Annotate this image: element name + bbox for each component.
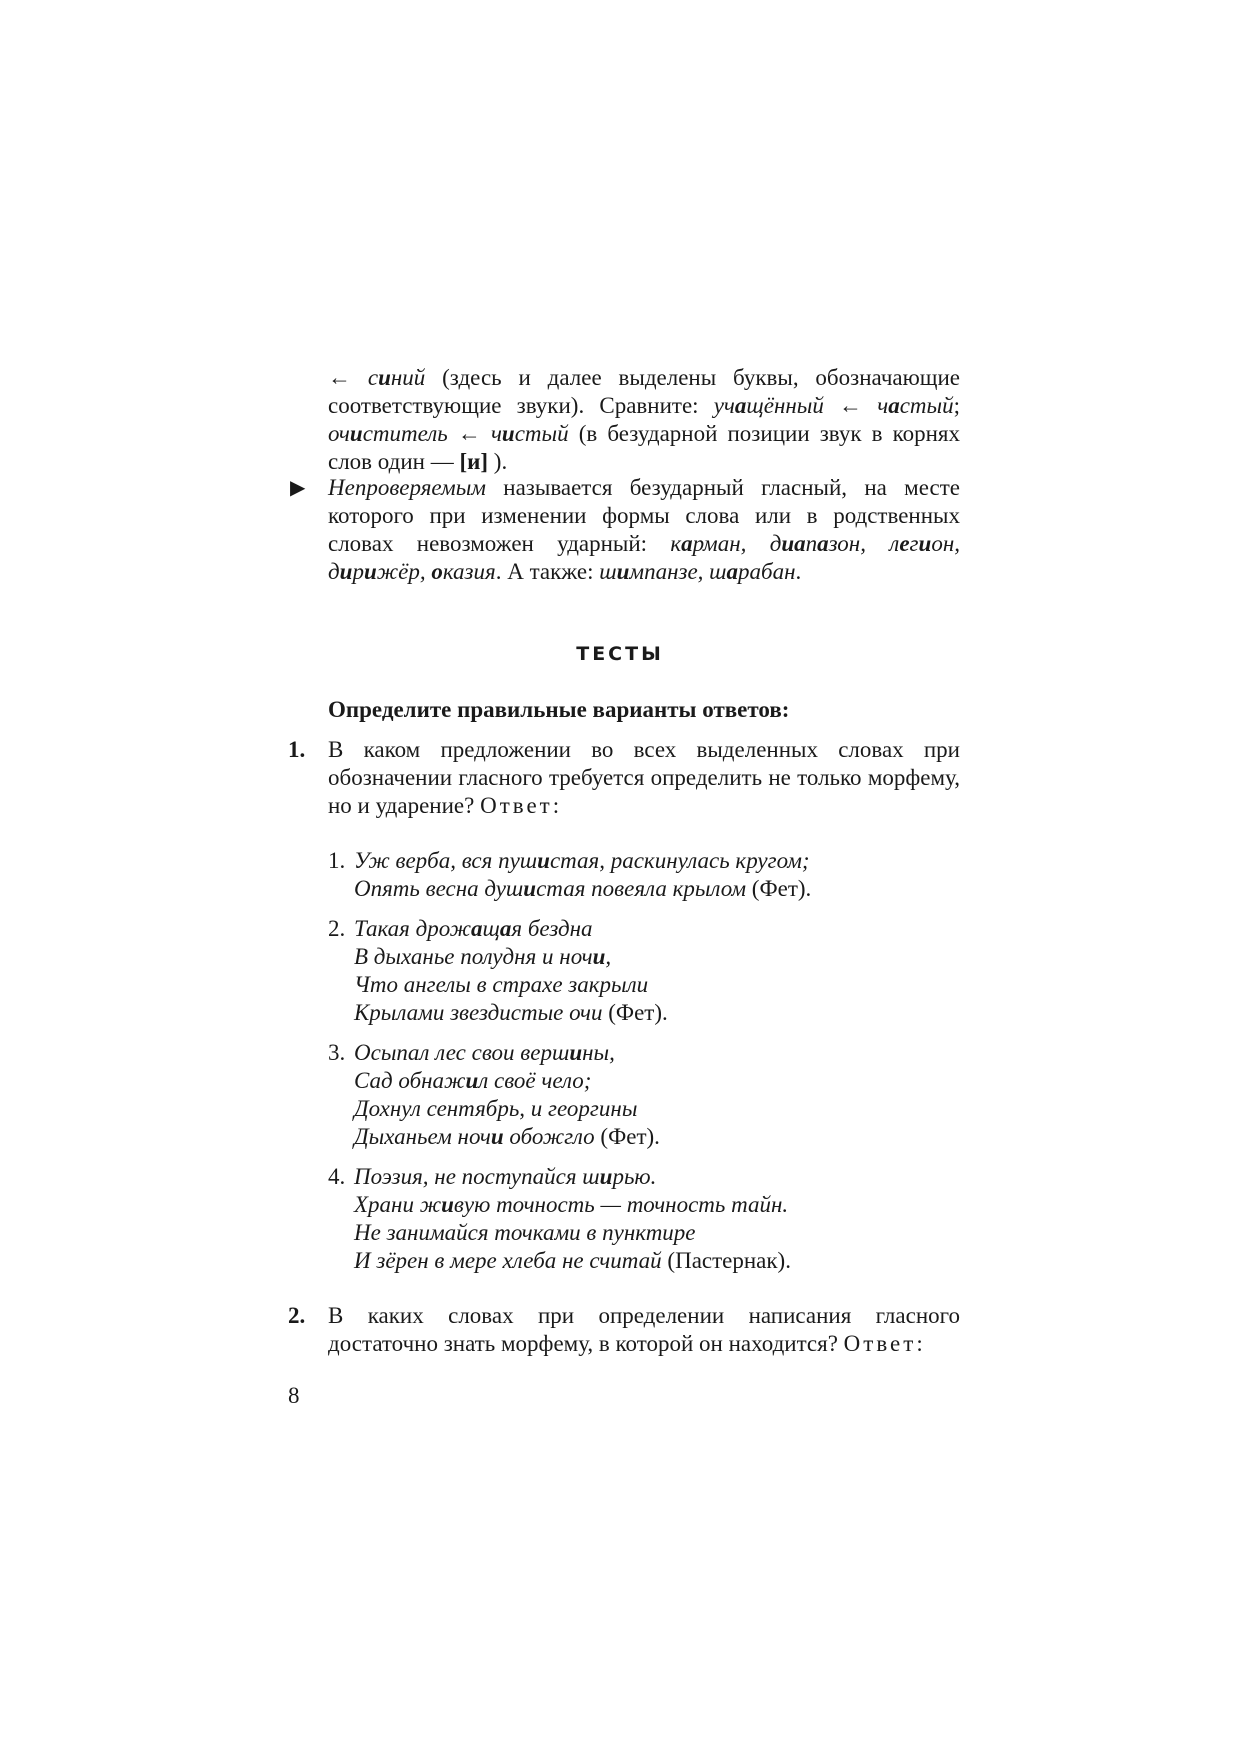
option-number: 4. — [328, 1164, 346, 1189]
example-word: дирижёр, — [328, 559, 432, 584]
question-text: В каких словах при определении написания гласного достаточно знать морфему, в которой он находится? Ответ: — [328, 1303, 960, 1356]
example-word: учащённый — [713, 393, 824, 418]
poem-line: Опять весна душистая повеяла крылом (Фет). — [354, 876, 812, 901]
answer-label: Ответ: — [843, 1331, 926, 1356]
example-word: оказия — [431, 559, 496, 584]
poem-line: Дыханьем ночи обожгло (Фет). — [354, 1124, 660, 1149]
example-word: шимпанзе, — [599, 559, 710, 584]
intro-paragraph: ← синий (здесь и далее выделены буквы, обозначающие соответствующие звуки). Сравните: учащённый ← частый; очиститель ← чистый (в безударной позиции звук в корнях слов один — [и] ). — [328, 365, 961, 474]
question-text: В каком предложении во всех выделенных словах при обозначении гласного требуется определить не только морфему, но и ударение? Ответ: — [328, 737, 960, 818]
unchecked-vowel-paragraph: Непроверяемым называется безударный гласный, на месте которого при изменении формы слова или в родственных словах невозможен ударный: карман, диапазон, легион, дирижёр, оказия. А также: шимпанзе, шарабан. — [328, 475, 960, 584]
instruction: Определите правильные варианты ответов: — [328, 697, 790, 722]
left-arrow: ← — [328, 365, 351, 390]
section-title: ТЕСТЫ — [576, 643, 664, 665]
answer-option — [328, 1039, 948, 1151]
question-number: 1. — [288, 737, 306, 762]
answer-option — [328, 915, 948, 1027]
term: Непроверяемым — [328, 475, 486, 500]
poem-line: Храни живую точность — точность тайн. — [354, 1192, 789, 1217]
answer-options — [328, 847, 948, 1287]
poem-line: Такая дрожащая бездна — [354, 916, 593, 941]
example-word: частый — [877, 393, 954, 418]
poem-line: Поэзия, не поступайся ширью. — [354, 1164, 657, 1189]
poem-line: Осыпал лес свои вершины, — [354, 1040, 615, 1065]
page-number: 8 — [288, 1383, 300, 1408]
poem-line: В дыханье полудня и ночи, — [354, 944, 612, 969]
option-number: 1. — [328, 848, 346, 873]
example-word: легион, — [889, 531, 960, 556]
example-word: карман, — [670, 531, 770, 556]
example-word: чистый — [490, 421, 569, 446]
poem-line: Что ангелы в страхе закрыли — [354, 972, 649, 997]
poem-lines — [354, 847, 948, 903]
poem-lines — [354, 915, 948, 1027]
poem-line: Уж верба, вся пушистая, раскинулась кругом; — [354, 848, 810, 873]
example-word: шарабан — [709, 559, 796, 584]
triangle-bullet-icon: ▶ — [290, 477, 306, 499]
question-number: 2. — [288, 1303, 306, 1328]
poem-line: Сад обнажил своё чело; — [354, 1068, 592, 1093]
example-word: диапазон, — [769, 531, 890, 556]
poem-line: И зёрен в мере хлеба не считай (Пастернак). — [354, 1248, 791, 1273]
example-word: синий — [367, 365, 426, 390]
poem-lines — [354, 1163, 948, 1275]
sound-transcription: [и] — [459, 449, 489, 474]
poem-line: Не занимайся точками в пунктире — [354, 1220, 696, 1245]
option-number: 2. — [328, 916, 346, 941]
poem-line: Дохнул сентябрь, и георгины — [354, 1096, 638, 1121]
poem-lines — [354, 1039, 948, 1151]
answer-option — [328, 847, 948, 903]
poem-line: Крылами звездистые очи (Фет). — [354, 1000, 668, 1025]
example-word: очиститель — [328, 421, 448, 446]
answer-label: Ответ: — [480, 793, 563, 818]
option-number: 3. — [328, 1040, 346, 1065]
answer-option — [328, 1163, 948, 1275]
